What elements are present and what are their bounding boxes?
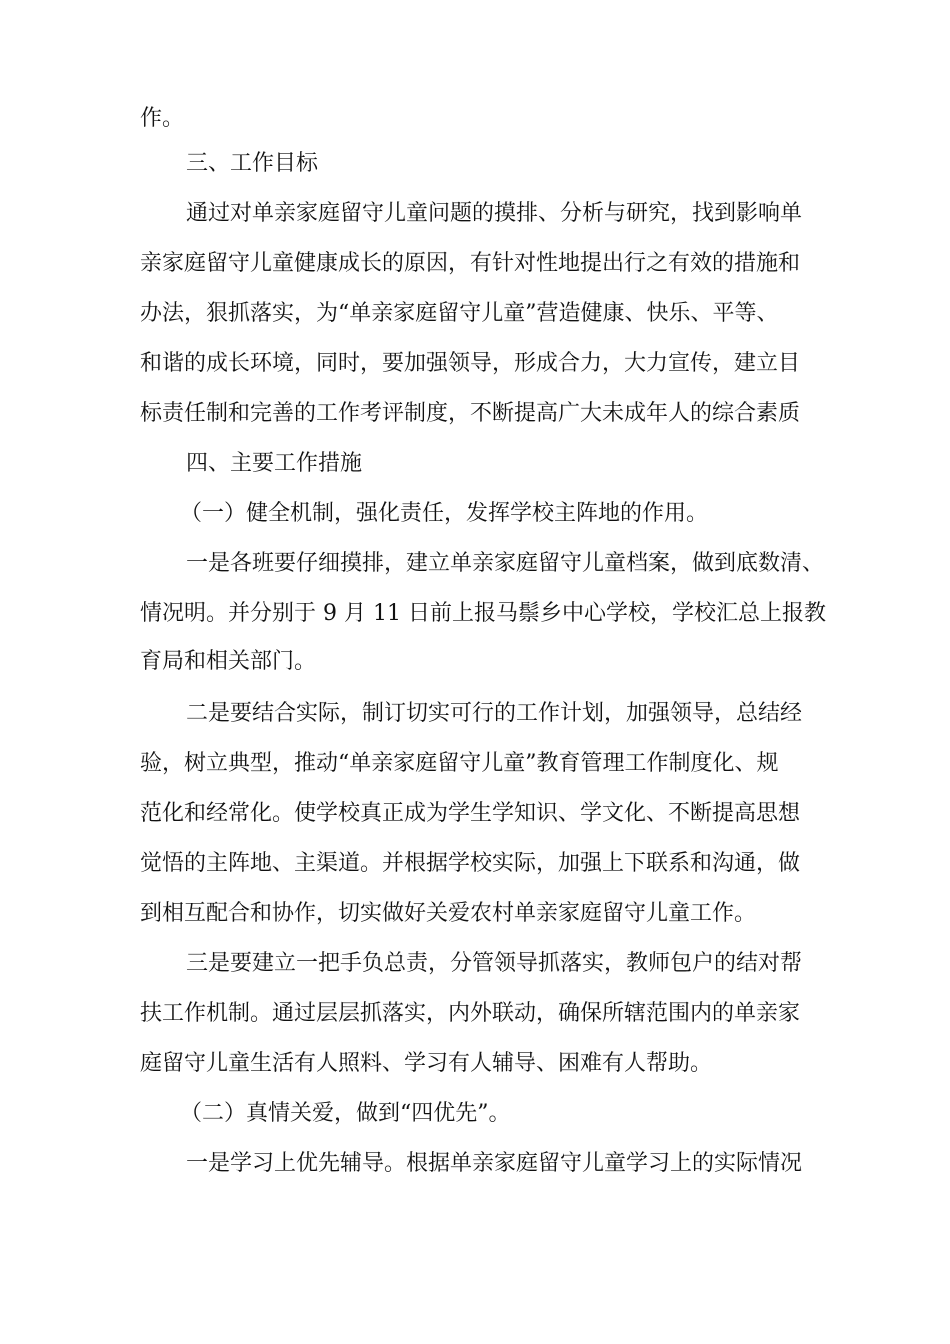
text-line: 一是学习上优先辅导。根据单亲家庭留守儿童学习上的实际情况	[186, 1151, 803, 1176]
text-line: 范化和经常化。使学校真正成为学生学知识、学文化、不断提高思想	[140, 801, 801, 826]
text-line: 标责任制和完善的工作考评制度，不断提高广大未成年人的综合素质	[140, 401, 801, 426]
text-line: 扶工作机制。通过层层抓落实，内外联动，确保所辖范围内的单亲家	[140, 1001, 801, 1026]
text-line: 和谐的成长环境，同时，要加强领导，形成合力，大力宣传，建立目	[140, 351, 801, 376]
text-line: 到相互配合和协作，切实做好关爱农村单亲家庭留守儿童工作。	[140, 901, 757, 926]
text-line: 觉悟的主阵地、主渠道。并根据学校实际，加强上下联系和沟通，做	[140, 851, 801, 876]
text-line: 三是要建立一把手负总责，分管领导抓落实，教师包户的结对帮	[186, 951, 803, 976]
text-line: 通过对单亲家庭留守儿童问题的摸排、分析与研究，找到影响单	[186, 201, 803, 226]
text-line: 验，树立典型，推动“单亲家庭留守儿童”教育管理工作制度化、规	[140, 751, 779, 776]
text-line: 庭留守儿童生活有人照料、学习有人辅导、困难有人帮助。	[140, 1051, 713, 1076]
text-line: 情况明。并分别于 9 月 11 日前上报马鬃乡中心学校，学校汇总上报教	[140, 601, 826, 626]
subsection-heading: （一）健全机制，强化责任，发挥学校主阵地的作用。	[180, 501, 709, 526]
text-line: 作。	[140, 106, 185, 131]
section-heading: 四、主要工作措施	[186, 451, 363, 476]
text-line: 育局和相关部门。	[140, 649, 317, 674]
section-heading: 三、工作目标	[186, 151, 319, 176]
text-line: 二是要结合实际，制订切实可行的工作计划，加强领导，总结经	[186, 701, 803, 726]
text-line: 一是各班要仔细摸排，建立单亲家庭留守儿童档案，做到底数清、	[186, 551, 825, 576]
text-line: 亲家庭留守儿童健康成长的原因，有针对性地提出行之有效的措施和	[140, 251, 801, 276]
text-line: 办法，狠抓落实，为“单亲家庭留守儿童”营造健康、快乐、平等、	[140, 301, 779, 326]
subsection-heading: （二）真情关爱，做到“四优先”。	[180, 1101, 511, 1126]
